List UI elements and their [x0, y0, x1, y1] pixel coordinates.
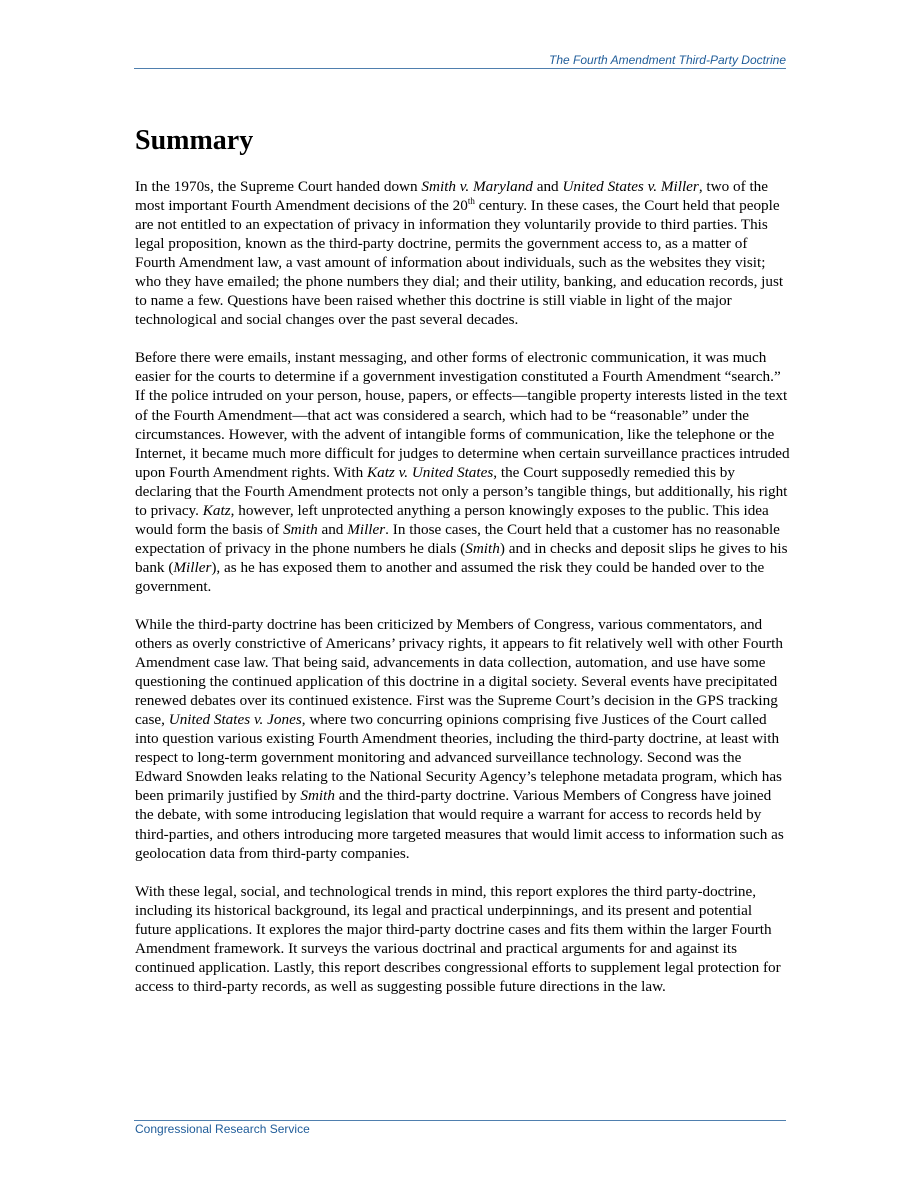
case-name-italic: Smith: [300, 787, 335, 805]
footer-rule: [134, 1120, 786, 1121]
summary-body: [135, 177, 790, 1015]
case-name-italic: Smith: [465, 539, 500, 557]
header-rule: [134, 68, 786, 69]
paragraph-text: , two of the most important Fourth Amendment decisions of the 20: [135, 178, 769, 215]
paragraph-text: , where two concurring opinions comprising five Justices of the Court called into question various existing Fourth Amendment theories, including the third-party doctrine, at least with respect to long-term government monitoring and advanced surveillance technology. Second was the Edward Snowden leaks relating to the National Security Agency’s telephone metadata program, which has been primarily justified by: [135, 711, 782, 805]
paragraph-text: . In those cases, the Court held that a customer has no reasonable expectation of privacy in the phone numbers he dials (: [135, 520, 780, 557]
case-name-italic: Smith v. Maryland: [421, 178, 533, 195]
case-name-italic: Katz: [202, 501, 231, 519]
paragraph-text: While the third-party doctrine has been criticized by Members of Congress, various commentators, and others as overly constrictive of Americans’ privacy rights, it appears to fit relatively well with other Fourth Amendment case law. That being said, advancements in data collection, automation, and use have some questioning the continued application of this doctrine in a digital society. Several events have precipitated renewed debates over its continued existence. First was the Supreme Court’s decision in the GPS tracking case,: [135, 615, 783, 729]
paragraph-text: ), as he has exposed them to another and assumed the risk they could be handed over to the government.: [135, 558, 765, 595]
paragraph-text: , the Court supposedly remedied this by declaring that the Fourth Amendment protects not only a person’s tangible things, but additionally, his right to privacy.: [135, 463, 788, 519]
paragraph-text: In the 1970s, the Supreme Court handed down: [135, 178, 422, 195]
paragraph-text: , however, left unprotected anything a person knowingly exposes to the public. This idea would form the basis of: [135, 501, 769, 538]
summary-paragraph: [135, 615, 790, 863]
running-header-title: The Fourth Amendment Third-Party Doctrine: [549, 53, 786, 67]
case-name-italic: Miller: [173, 558, 212, 576]
case-name-italic: Katz v. United States: [366, 463, 494, 481]
paragraph-text: and: [532, 178, 563, 195]
case-name-italic: United States v. Jones: [168, 711, 302, 729]
summary-paragraph: [135, 348, 790, 596]
case-name-italic: United States v. Miller: [562, 178, 699, 195]
ordinal-superscript: th: [467, 196, 475, 207]
paragraph-text: ) and in checks and deposit slips he gives to his bank (: [135, 539, 788, 576]
case-name-italic: Smith: [283, 520, 318, 538]
footer-organization: Congressional Research Service: [135, 1122, 310, 1136]
summary-paragraph: [135, 177, 790, 329]
summary-paragraph: [135, 882, 790, 996]
paragraph-text: century. In these cases, the Court held that people are not entitled to an expectation of privacy in information they voluntarily provide to third parties. This legal proposition, known as the third-party doctrine, permits the government access to, as a matter of Fourth Amendment law, a vast amount of information about individuals, such as the websites they visit; who they have emailed; the phone numbers they dial; and their utility, banking, and education records, just to name a few. Questions have been raised whether this doctrine is still viable in light of the major technological and social changes over the past several decades.: [135, 197, 784, 329]
section-title: Summary: [135, 125, 254, 156]
case-name-italic: Miller: [347, 520, 386, 538]
paragraph-text: Before there were emails, instant messaging, and other forms of electronic communication, it was much easier for the courts to determine if a government investigation constituted a Fourth Amendment “search.” If the police intruded on your person, house, papers, or effects—tangible property interests listed in the text of the Fourth Amendment—that act was considered a search, which had to be “reasonable” under the circumstances. However, with the advent of intangible forms of communication, like the telephone or the Internet, it became much more difficult for judges to determine when certain surveillance practices intruded upon Fourth Amendment rights. With: [135, 349, 790, 481]
paragraph-text: and: [317, 520, 348, 538]
paragraph-text: and the third-party doctrine. Various Members of Congress have joined the debate, with some introducing legislation that would require a warrant for access to records held by third-parties, and others introducing more targeted measures that would limit access to information such as geolocation data from third-party companies.: [135, 787, 784, 862]
paragraph-text: With these legal, social, and technological trends in mind, this report explores the third party-doctrine, including its historical background, its legal and practical underpinnings, and its present and potential future applications. It explores the major third-party doctrine cases and fits them within the larger Fourth Amendment framework. It surveys the various doctrinal and practical arguments for and against its continued application. Lastly, this report describes congressional efforts to supplement legal protection for access to third-party records, as well as suggesting possible future directions in the law.: [135, 882, 781, 995]
